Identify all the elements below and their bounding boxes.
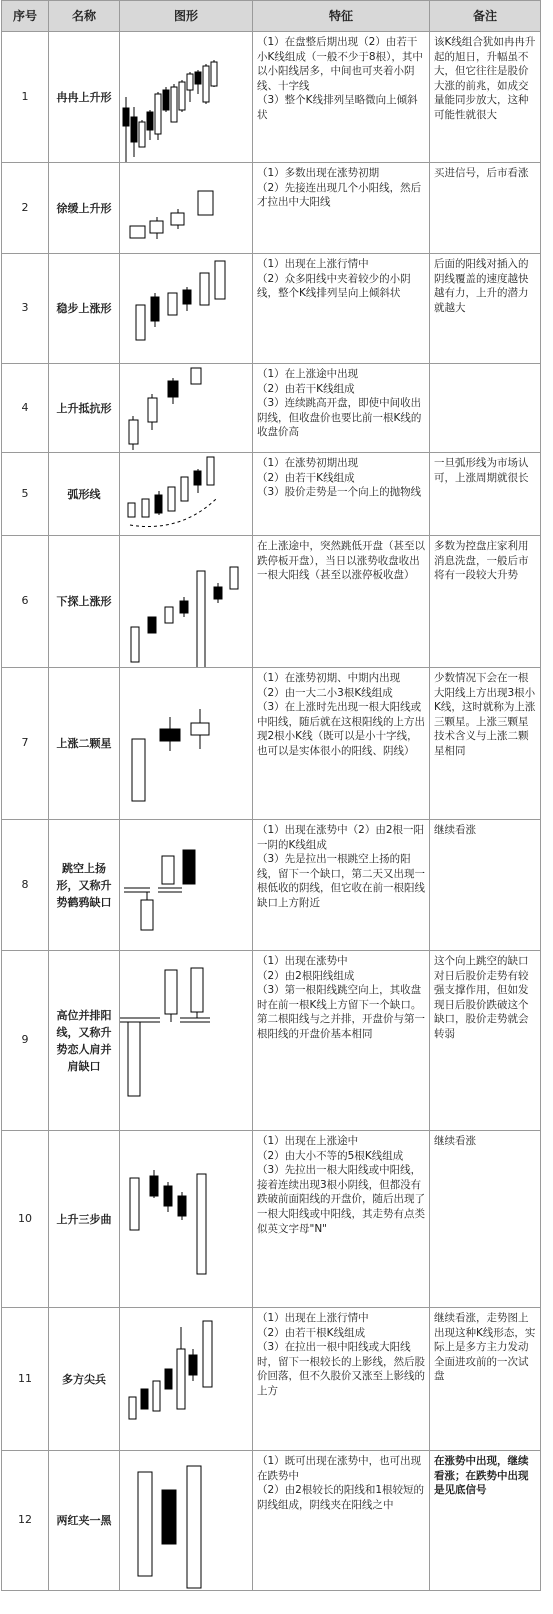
pattern-note: 继续看涨 — [430, 1131, 541, 1308]
table-row — [2, 163, 541, 254]
pattern-feature: （1）在上涨途中出现 （2）由若干K线组成 （3）连续跳高开盘，即使中间收出阴线，但收盘价也要比前一根K线的收盘价高 — [253, 364, 430, 453]
pattern-note: 一旦弧形线为市场认可，上涨周期就很长 — [430, 453, 541, 536]
pattern-note: 多数为控盘庄家利用消息洗盘，一般后市将有一段较大升势 — [430, 536, 541, 668]
header-figure: 图形 — [120, 1, 253, 32]
row-number: 3 — [2, 254, 49, 364]
candlestick-chart-steady-rise — [120, 255, 253, 363]
row-number: 2 — [2, 163, 49, 254]
pattern-name: 多方尖兵 — [49, 1308, 120, 1451]
table-row — [2, 254, 541, 364]
pattern-figure — [120, 453, 253, 536]
pattern-name: 徐缓上升形 — [49, 163, 120, 254]
pattern-feature: （1）出现在上涨行情中 （2）由若干根K线组成 （3）在拉出一根中阳线或大阳线时，留下一根较长的上影线，然后股价回落，但不久股价又涨至上影线的上方 — [253, 1308, 430, 1451]
candlestick-chart-upside-gap — [120, 820, 253, 950]
pattern-figure — [120, 1308, 253, 1451]
pattern-note: 这个向上跳空的缺口对日后股价走势有较强支撑作用，但如发现日后股价跌破这个缺口，股价走势就会转弱 — [430, 951, 541, 1131]
table-row — [2, 1131, 541, 1308]
pattern-name: 上升抵抗形 — [49, 364, 120, 453]
candlestick-chart-side-by-side — [120, 952, 253, 1130]
header-row — [2, 1, 541, 32]
pattern-figure — [120, 254, 253, 364]
row-number: 4 — [2, 364, 49, 453]
table-row — [2, 453, 541, 536]
pattern-figure — [120, 951, 253, 1131]
table-row — [2, 1308, 541, 1451]
header-note: 备注 — [430, 1, 541, 32]
pattern-feature: （1）多数出现在涨势初期 （2）先接连出现几个小阳线，然后才拉出中大阳线 — [253, 163, 430, 254]
pattern-name: 弧形线 — [49, 453, 120, 536]
pattern-feature: （1）在涨势初期、中期内出现 （2）由一大二小3根K线组成 （3）在上涨时先出现一根大阳线或中阳线，随后就在这根阳线的上方出现2根小K线（既可以是小十字线，也可以是实体很小的阳线、阴线） — [253, 668, 430, 820]
pattern-note: 买进信号，后市看涨 — [430, 163, 541, 254]
pattern-name: 跳空上扬形，又称升势鹤鸦缺口 — [49, 820, 120, 951]
pattern-name: 下探上涨形 — [49, 536, 120, 668]
pattern-feature: （1）出现在涨势中 （2）由2根阳线组成 （3）第一根阳线跳空向上，其收盘时在前一根K线上方留下一个缺口。第二根阳线与之并排，开盘价与第一根阳线的开盘价基本相同 — [253, 951, 430, 1131]
table-row — [2, 951, 541, 1131]
row-number: 11 — [2, 1308, 49, 1451]
pattern-feature: （1）既可出现在涨势中，也可出现在跌势中 （2）由2根较长的阳线和1根较短的阴线组成，阴线夹在阳线之中 — [253, 1451, 430, 1591]
pattern-figure — [120, 1131, 253, 1308]
row-number: 10 — [2, 1131, 49, 1308]
candlestick-pattern-table — [1, 0, 541, 1591]
pattern-note: 继续看涨，走势图上出现这种K线形态，实际上是多方主力发动全面进攻前的一次试盘 — [430, 1308, 541, 1451]
pattern-figure — [120, 32, 253, 163]
pattern-name: 上升三步曲 — [49, 1131, 120, 1308]
table-row — [2, 668, 541, 820]
candlestick-chart-dip-and-rise — [120, 537, 253, 667]
row-number: 1 — [2, 32, 49, 163]
pattern-feature: （1）在涨势初期出现 （2）由若干K线组成 （3）股价走势是一个向上的抛物线 — [253, 453, 430, 536]
candlestick-chart-arc — [120, 453, 253, 535]
pattern-feature: （1）出现在上涨行情中 （2）众多阳线中夹着较少的小阴线，整个K线排列呈向上倾斜状 — [253, 254, 430, 364]
pattern-figure — [120, 1451, 253, 1591]
pattern-figure — [120, 163, 253, 254]
candlestick-chart-bull-spearhead — [120, 1309, 253, 1450]
pattern-note: 在涨势中出现，继续看涨；在跌势中出现是见底信号 — [430, 1451, 541, 1591]
table-row — [2, 32, 541, 163]
candlestick-chart-rising-sun — [120, 32, 253, 162]
table-row — [2, 364, 541, 453]
table-row — [2, 1451, 541, 1591]
table-row — [2, 536, 541, 668]
candlestick-chart-rising-resistance — [120, 364, 253, 452]
pattern-feature: 在上涨途中，突然跳低开盘（甚至以跌停板开盘），当日以涨势收盘收出一根大阳线（甚至以涨停板收盘） — [253, 536, 430, 668]
pattern-note: 继续看涨 — [430, 820, 541, 951]
header-feature: 特征 — [253, 1, 430, 32]
row-number: 6 — [2, 536, 49, 668]
pattern-name: 冉冉上升形 — [49, 32, 120, 163]
pattern-feature: （1）在盘整后期出现（2）由若干小K线组成（一般不少于8根），其中以小阳线居多，中间也可夹着小阴线、十字线 （3）整个K线排列呈略微向上倾斜状 — [253, 32, 430, 163]
pattern-figure — [120, 668, 253, 820]
candlestick-chart-gradual-rise — [120, 163, 253, 253]
row-number: 8 — [2, 820, 49, 951]
row-number: 12 — [2, 1451, 49, 1591]
candlestick-chart-two-stars — [120, 669, 253, 819]
table-row — [2, 820, 541, 951]
candlestick-chart-two-red-one-black — [120, 1452, 253, 1590]
pattern-figure — [120, 364, 253, 453]
pattern-feature: （1）出现在上涨途中 （2）由大小不等的5根K线组成 （3）先拉出一根大阳线或中阳线，接着连续出现3根小阴线，但都没有跌破前面阳线的开盘价，随后出现了一根大阳线或中阳线，其走势有点类似英文字母"N" — [253, 1131, 430, 1308]
pattern-figure — [120, 536, 253, 668]
pattern-name: 上涨二颗星 — [49, 668, 120, 820]
row-number: 9 — [2, 951, 49, 1131]
header-number: 序号 — [2, 1, 49, 32]
candlestick-chart-rising-three — [120, 1132, 253, 1307]
pattern-figure — [120, 820, 253, 951]
pattern-feature: （1）出现在涨势中（2）由2根一阳一阴的K线组成 （3）先是拉出一根跳空上扬的阳线，留下一个缺口，第二天又出现一根低收的阴线，但它收在前一根阳线缺口上方附近 — [253, 820, 430, 951]
header-name: 名称 — [49, 1, 120, 32]
pattern-name: 高位并排阳线，又称升势恋人肩并肩缺口 — [49, 951, 120, 1131]
row-number: 7 — [2, 668, 49, 820]
pattern-note: 少数情况下会在一根大阳线上方出现3根小K线，这时就称为上涨三颗星。上涨三颗星技术含义与上涨二颗星相同 — [430, 668, 541, 820]
pattern-note — [430, 364, 541, 453]
pattern-note: 该K线组合犹如冉冉升起的旭日，升幅虽不大，但它往往是股价大涨的前兆，如成交量能同步放大，这种可能性就很大 — [430, 32, 541, 163]
pattern-name: 稳步上涨形 — [49, 254, 120, 364]
pattern-name: 两红夹一黑 — [49, 1451, 120, 1591]
row-number: 5 — [2, 453, 49, 536]
pattern-note: 后面的阳线对插入的阴线覆盖的速度越快越有力，上升的潜力就越大 — [430, 254, 541, 364]
